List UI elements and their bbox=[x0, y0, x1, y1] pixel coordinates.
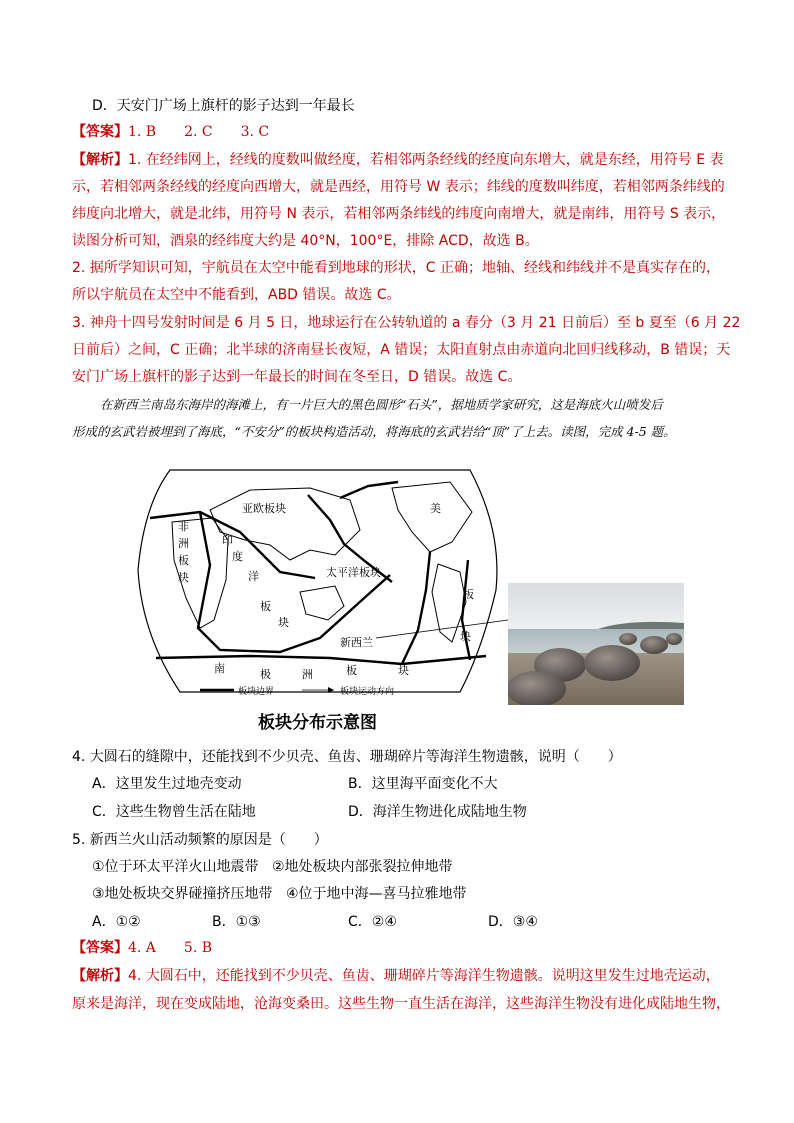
antarctic-plate-label: 板 bbox=[346, 664, 357, 677]
analysis-text: 4. 大圆石中，还能找到不少贝壳、鱼齿、珊瑚碎片等海洋生物遗骸。说明这里发生过地壳运动， bbox=[128, 968, 720, 984]
american-plate-label: 美 bbox=[430, 502, 441, 515]
american-plate-label: 板 bbox=[463, 588, 474, 601]
indian-plate-label: 板 bbox=[260, 600, 271, 613]
antarctic-plate-label: 块 bbox=[398, 664, 409, 677]
analysis-text: 1. 在经纬网上，经线的度数叫做经度，若相邻两条经线的经度向东增大，就是东经，用符号 E 表 bbox=[128, 152, 724, 168]
answer-block-2 bbox=[72, 938, 212, 958]
analysis-line: 示，若相邻两条经线的经度向西增大，就是西经，用符号 W 表示；纬线的度数叫纬度，若相邻两条纬线的 bbox=[72, 179, 725, 195]
q5-option-b: B．①③ bbox=[212, 914, 261, 930]
indian-plate-label: 洋 bbox=[248, 570, 259, 583]
answer-tag: 【答案】 bbox=[72, 124, 128, 140]
answer-text: 4. A 5. B bbox=[128, 940, 213, 956]
indian-plate-label: 块 bbox=[278, 616, 289, 629]
analysis-tag: 【解析】 bbox=[72, 968, 128, 984]
answer-text: 1. B 2. C 3. C bbox=[128, 124, 270, 140]
legend-boundary-label: 板块边界 bbox=[238, 687, 275, 697]
q4-option-b: B．这里海平面变化不大 bbox=[348, 776, 498, 792]
q4-option-c: C．这些生物曾生活在陆地 bbox=[92, 804, 256, 820]
analysis-tag: 【解析】 bbox=[72, 152, 128, 168]
q5-option-c: C．②④ bbox=[348, 914, 397, 930]
q5-statement-3: ③地处板块交界碰撞挤压地带 bbox=[92, 886, 273, 902]
african-plate-label: 块 bbox=[178, 571, 189, 584]
american-plate-label: 块 bbox=[460, 630, 471, 643]
analysis-line: 纬度向北增大，就是北纬，用符号 N 表示，若相邻两条纬线的纬度向南增大，就是南纬，用符号 S 表示， bbox=[72, 206, 726, 222]
q4-option-a: A．这里发生过地壳变动 bbox=[92, 776, 242, 792]
new-zealand-label: 新西兰 bbox=[340, 636, 373, 649]
analysis-line: 读图分析可知，酒泉的经纬度大约是 40°N，100°E，排除 ACD，故选 B。 bbox=[72, 233, 539, 249]
indian-plate-label: 度 bbox=[232, 550, 243, 563]
answer-block-1 bbox=[72, 122, 269, 142]
african-plate-label: 洲 bbox=[178, 537, 189, 550]
pacific-plate-label: 太平洋板块 bbox=[326, 566, 381, 579]
analysis-line: 日前后）之间，C 正确；北半球的济南昼长夜短，A 错误；太阳直射点由赤道向北回归线移动，B 错误；天 bbox=[72, 342, 731, 358]
antarctic-plate-label: 南 bbox=[214, 662, 225, 675]
analysis-line bbox=[72, 966, 720, 986]
african-plate-label: 板 bbox=[178, 554, 189, 567]
q5-option-a: A．①② bbox=[92, 914, 141, 930]
african-plate-label: 非 bbox=[178, 520, 189, 533]
q5-stem: 5. 新西兰火山活动频繁的原因是（ ） bbox=[72, 832, 328, 848]
q4-stem: 4. 大圆石的缝隙中，还能找到不少贝壳、鱼齿、珊瑚碎片等海洋生物遗骸，说明（ ） bbox=[72, 749, 622, 765]
antarctic-plate-label: 极 bbox=[260, 668, 271, 681]
analysis-line: 安门广场上旗杆的影子达到一年最长的时间在冬至日，D 错误。故选 C。 bbox=[72, 369, 522, 385]
antarctic-plate-label: 洲 bbox=[302, 668, 313, 681]
q5-statement-2: ②地处板块内部张裂拉伸地带 bbox=[272, 859, 453, 875]
q5-statement-1: ①位于环太平洋火山地震带 bbox=[92, 859, 259, 875]
boulders-photo bbox=[508, 583, 684, 705]
q4-option-d: D．海洋生物进化成陆地生物 bbox=[348, 804, 527, 820]
analysis-line: 所以宇航员在太空中不能看到，ABD 错误。故选 C。 bbox=[72, 287, 401, 303]
intro-line: 在新西兰南岛东海岸的海滩上，有一片巨大的黑色圆形“石头”，据地质学家研究，这是海底火山喷发后 bbox=[100, 397, 663, 412]
analysis-line: 3. 神舟十四号发射时间是 6 月 5 日，地球运行在公转轨道的 a 春分（3 月 21 日前后）至 b 夏至（6 月 22 bbox=[72, 315, 741, 331]
plate-map bbox=[130, 460, 510, 700]
analysis-line: 原来是海洋，现在变成陆地，沧海变桑田。这些生物一直生活在海洋，这些海洋生物没有进化成陆地生物， bbox=[72, 996, 730, 1012]
q3-option-d: D．天安门广场上旗杆的影子达到一年最长 bbox=[92, 98, 355, 114]
q5-statement-4: ④位于地中海—喜马拉雅地带 bbox=[286, 886, 467, 902]
indian-plate-label: 印 bbox=[222, 534, 233, 547]
answer-tag: 【答案】 bbox=[72, 940, 128, 956]
q5-option-d: D．③④ bbox=[488, 914, 538, 930]
legend-motion-label: 板块运动方向 bbox=[340, 687, 395, 697]
intro-line: 形成的玄武岩被埋到了海底，“不安分”的板块构造活动，将海底的玄武岩给“顶”了上去。读图，完成 4-5 题。 bbox=[72, 424, 676, 439]
eurasian-plate-label: 亚欧板块 bbox=[242, 502, 286, 515]
analysis-line: 2. 据所学知识可知，宇航员在太空中能看到地球的形状，C 正确；地轴、经线和纬线并不是真实存在的， bbox=[72, 260, 721, 276]
analysis-line bbox=[72, 150, 724, 170]
map-caption: 板块分布示意图 bbox=[258, 713, 377, 733]
